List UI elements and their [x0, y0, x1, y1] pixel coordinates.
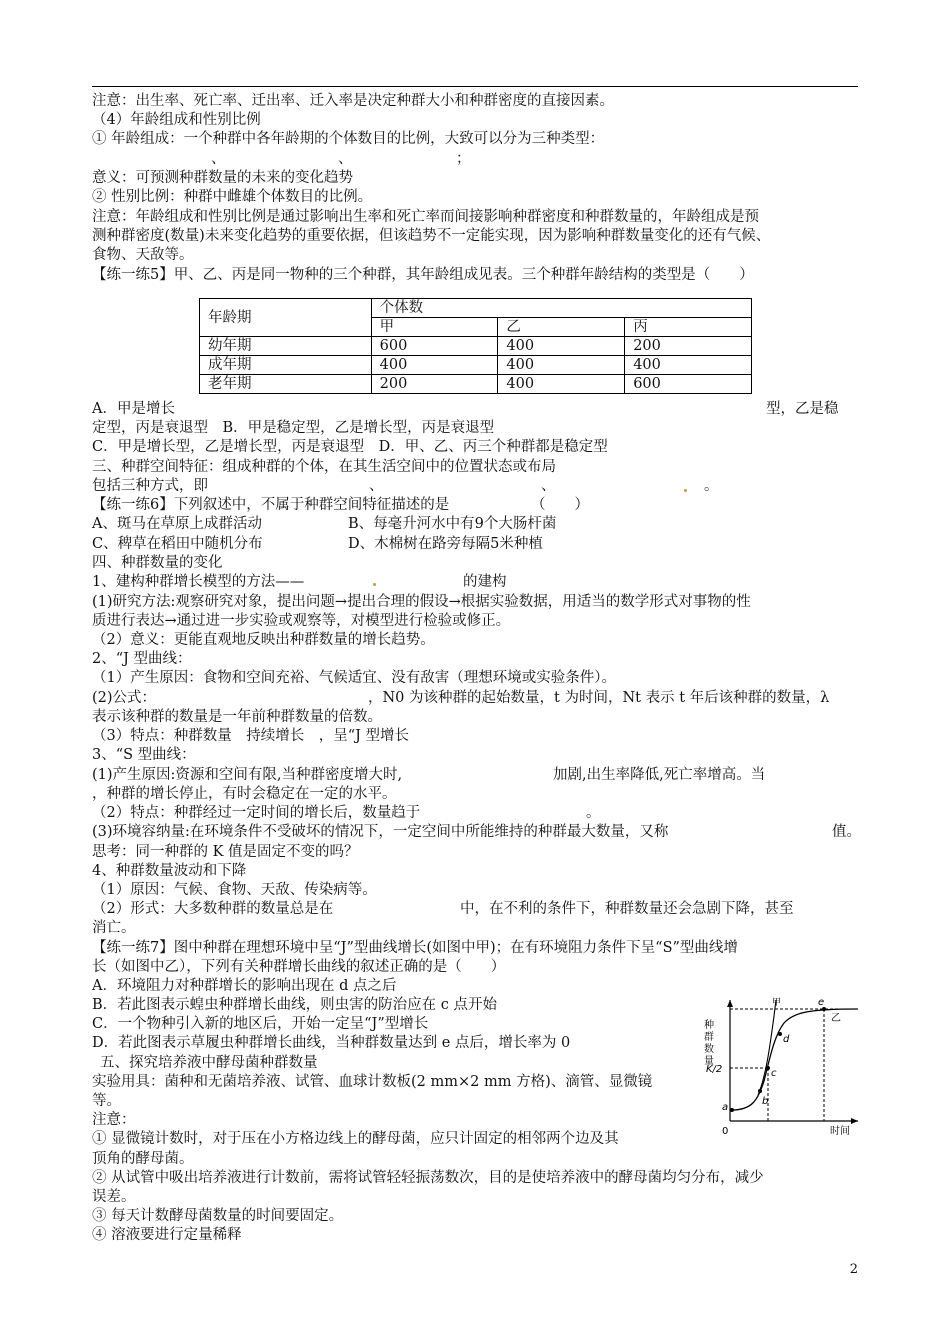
option-c: C．一个物种引入新的地区后，开始一定呈“J”型增长: [92, 1016, 429, 1032]
text-line: （2）形式：大多数种群的数量总是在: [92, 901, 334, 917]
exercise-7-question: 【练一练7】图中种群在理想环境中呈“J”型曲线增长(如图中甲)；在有环境阻力条件下呈“S”型曲线增: [92, 940, 738, 956]
answer-bracket: （ ）: [531, 497, 589, 513]
table-cell: 幼年期: [200, 337, 372, 356]
option-a-tail: 型，乙是稳: [766, 401, 839, 417]
text-line: （1）产生原因：食物和空间充裕、气候适宜、没有敌害（理想环境或实验条件）。: [92, 670, 616, 686]
text-line: （4）年龄组成和性别比例: [92, 112, 261, 128]
option-a: A．环境阻力对种群增长的影响出现在 d 点之后: [92, 978, 397, 994]
y-axis-label: 种群数量: [704, 1020, 714, 1067]
option-a: A、斑马在草原上成群活动: [92, 516, 262, 532]
table-col-yi: 乙: [498, 318, 625, 337]
text-line: ① 年龄组成：一个种群中各年龄期的个体数目的比例，大致可以分为三种类型：: [92, 131, 605, 147]
table-cell: 400: [498, 375, 625, 394]
point-a: [730, 1108, 734, 1112]
text-line: 注意：年龄组成和性别比例是通过影响出生率和死亡率而间接影响种群密度和种群数量的，年龄组成是预: [92, 209, 759, 225]
text-line: 值。: [832, 824, 861, 840]
text-line: 消亡。: [92, 920, 136, 936]
table-cell: 600: [371, 337, 498, 356]
text-line: 测种群密度(数量)未来变化趋势的重要依据，但该趋势不一定能实现，因为影响种群数量变化的还有气候、: [92, 228, 771, 244]
text-line: (2)公式：: [92, 690, 157, 706]
table-cell: 200: [371, 375, 498, 394]
page-number: 2: [849, 1262, 858, 1277]
text-line: 4、种群数量波动和下降: [92, 863, 247, 879]
text-line: 等。: [92, 1093, 121, 1109]
text-line: 长（如图中乙），下列有关种群增长曲线的叙述正确的是（ ）: [92, 959, 506, 975]
text-line: 食物、天敌等。: [92, 247, 194, 263]
option-d: D、木棉树在路旁每隔5米种植: [348, 536, 543, 552]
text-line: （2）意义：更能直观地反映出种群数量的增长趋势。: [92, 632, 435, 648]
blank-separator: 。: [704, 478, 719, 494]
mark-dot: [684, 489, 687, 492]
table-col-jia: 甲: [371, 318, 498, 337]
text-line: C．甲是增长型，乙是增长型，丙是衰退型 D．甲、乙、丙三个种群都是稳定型: [92, 439, 608, 455]
population-growth-graph: [700, 996, 860, 1136]
s-curve: [732, 1009, 858, 1110]
point-c-label: c: [771, 1068, 777, 1079]
text-line: 意义：可预测种群数量的未来的变化趋势: [92, 170, 353, 186]
text-line: 中，在不利的条件下，种群数量还会急剧下降，甚至: [460, 901, 794, 917]
text-line: ④ 溶液要进行定量稀释: [92, 1227, 242, 1243]
text-line: ② 从试管中吸出培养液进行计数前，需将试管轻轻振荡数次，目的是使培养液中的酵母菌均匀分布，减少: [92, 1170, 764, 1186]
text-line: 的建构: [463, 574, 507, 590]
text-line: 3、“S 型曲线：: [92, 747, 196, 763]
text-line: (1)研究方法:观察研究对象，提出问题→提出合理的假设→根据实验数据，用适当的数学形式对事物的性: [92, 594, 751, 610]
table-header-age: 年龄期: [200, 299, 372, 337]
point-b: [758, 1089, 762, 1093]
table-cell: 成年期: [200, 356, 372, 375]
section-four-title: 四、种群数量的变化: [92, 555, 223, 571]
text-line: (1)产生原因:资源和空间有限,当种群密度增大时,: [92, 767, 403, 783]
option-d: D．若此图表示草履虫种群增长曲线，当种群数量达到 e 点后，增长率为 0: [92, 1035, 571, 1051]
x-axis-arrow: [851, 1118, 858, 1124]
curve-yi-label: 乙: [831, 1013, 841, 1024]
y-axis-arrow: [727, 1000, 733, 1007]
text-line: 顶角的酵母菌。: [92, 1151, 194, 1167]
option-a: A．甲是增长: [92, 401, 175, 417]
option-c: C、稗草在稻田中随机分布: [92, 536, 263, 552]
table-cell: 400: [498, 356, 625, 375]
text-line: 2、“J 型曲线：: [92, 651, 192, 667]
blank-separator: ；: [456, 151, 471, 167]
blank-separator: 、: [369, 478, 384, 494]
text-line: 包括三种方式，即: [92, 478, 208, 494]
table-cell: 200: [625, 337, 752, 356]
text-line: ，种群的增长停止，有时会稳定在一定的水平。: [92, 786, 397, 802]
text-line: 实验用具：菌种和无菌培养液、试管、血球计数板(2 mm×2 mm 方格)、滴管、显微镜: [92, 1074, 653, 1090]
text-line: （2）特点：种群经过一定时间的增长后，数量趋于: [92, 805, 421, 821]
point-b-label: b: [762, 1096, 769, 1107]
text-line: 1、建构种群增长模型的方法——: [92, 574, 305, 590]
text-line: 表示该种群的数量是一年前种群数量的倍数。: [92, 709, 382, 725]
exercise-5-question: 【练一练5】甲、乙、丙是同一物种的三个种群，其年龄组成见表。三个种群年龄结构的类型是（ ）: [92, 267, 754, 283]
text-line: 质进行表达→通过进一步实验或观察等，对模型进行检验或修正。: [92, 613, 511, 629]
text-line: 注意：出生率、死亡率、迁出率、迁入率是决定种群大小和种群密度的直接因素。: [92, 93, 614, 109]
option-b: B．若此图表示蝗虫种群增长曲线，则虫害的防治应在 c 点开始: [92, 997, 497, 1013]
table-cell: 400: [371, 356, 498, 375]
table-header-count: 个体数: [371, 299, 751, 318]
header-rule: [92, 86, 858, 87]
text-line: （3）特点：种群数量 持续增长 ，呈“J 型增长: [92, 728, 410, 744]
point-c: [766, 1066, 770, 1070]
table-row: [200, 375, 752, 394]
curve-jia-label: 甲: [772, 998, 782, 1008]
text-line: (3)环境容纳量:在环境条件不受破坏的情况下，一定空间中所能维持的种群最大数量，又称: [92, 824, 669, 840]
point-a-label: a: [722, 1102, 729, 1113]
blank-separator: 、: [541, 478, 556, 494]
text-line: ，N0 为该种群的起始数量，t 为时间，Nt 表示 t 年后该种群的数量，λ: [368, 690, 830, 706]
text-line: 误差。: [92, 1189, 136, 1205]
table-cell: 老年期: [200, 375, 372, 394]
exercise-6-question: 【练一练6】下列叙述中，不属于种群空间特征描述的是: [92, 497, 450, 513]
age-structure-table: [199, 298, 752, 394]
k-half-label: K/2: [706, 1064, 723, 1075]
text-line: （1）原因：气候、食物、天敌、传染病等。: [92, 882, 377, 898]
origin-label: 0: [722, 1126, 729, 1136]
text-line: 加剧,出生率降低,死亡率增高。当: [553, 767, 766, 783]
section-three-title: 三、种群空间特征：组成种群的个体，在其生活空间中的位置状态或布局: [92, 459, 556, 475]
table-cell: 400: [625, 356, 752, 375]
table-cell: 600: [625, 375, 752, 394]
text-line: 思考：同一种群的 K 值是固定不变的吗？: [92, 844, 359, 860]
x-axis-label: 时间: [830, 1126, 850, 1136]
text-line: ① 显微镜计数时，对于压在小方格边线上的酵母菌，应只计固定的相邻两个边及其: [92, 1131, 619, 1147]
table-row: [200, 356, 752, 375]
option-b: B、每毫升河水中有9个大肠杆菌: [348, 516, 557, 532]
text-line: ② 性别比例：种群中雌雄个体数目的比例。: [92, 189, 373, 205]
table-col-bing: 丙: [625, 318, 752, 337]
blank-separator: 、: [211, 151, 226, 167]
table-row: [200, 337, 752, 356]
blank-separator: 、: [338, 151, 353, 167]
text-line: 。: [586, 805, 601, 821]
table-cell: 400: [498, 337, 625, 356]
text-line: 注意：: [92, 1112, 136, 1128]
text-line: 定型，丙是衰退型 B．甲是稳定型，乙是增长型，丙是衰退型: [92, 420, 495, 436]
mark-dot: [373, 583, 376, 586]
point-d-label: d: [783, 1034, 790, 1045]
text-line: ③ 每天计数酵母菌数量的时间要固定。: [92, 1208, 344, 1224]
point-e-label: e: [818, 997, 825, 1008]
section-five-title: 五、探究培养液中酵母菌种群数量: [100, 1055, 318, 1071]
point-d: [778, 1032, 782, 1036]
